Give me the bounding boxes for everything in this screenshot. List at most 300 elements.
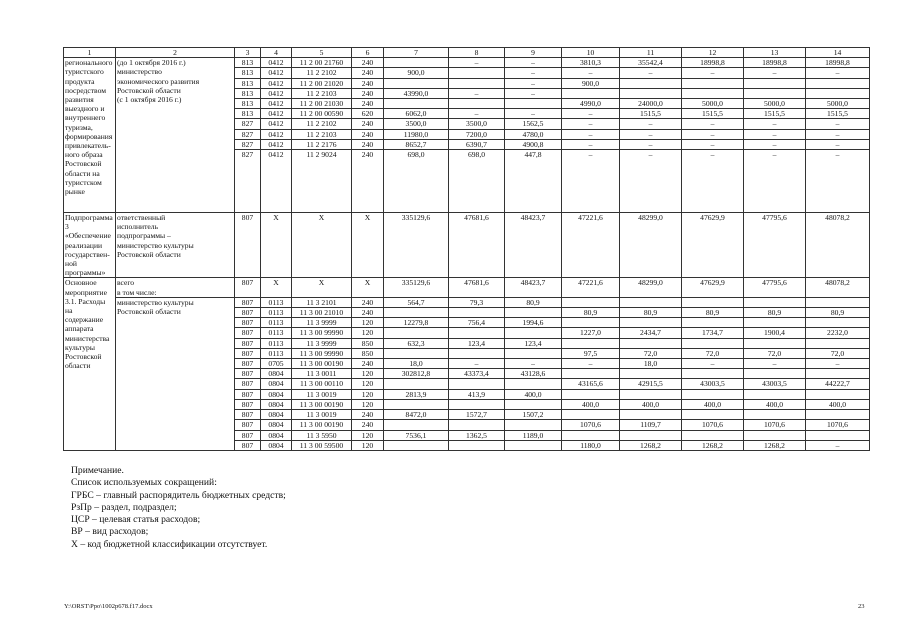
table-cell	[562, 410, 620, 420]
table-cell: 807	[235, 440, 261, 450]
table-cell	[744, 430, 806, 440]
table-cell	[682, 430, 744, 440]
table-cell: 18,0	[620, 359, 682, 369]
table-cell: 120	[352, 369, 384, 379]
table-cell: 11 2 2102	[292, 68, 352, 78]
table-cell: 0412	[261, 78, 292, 88]
table-cell: 47681,6	[449, 213, 505, 278]
table-cell: 400,0	[620, 399, 682, 409]
table-cell: 11 3 00 00110	[292, 379, 352, 389]
table-cell: 11 3 0011	[292, 369, 352, 379]
table-cell: 813	[235, 58, 261, 68]
table-cell: 1268,2	[744, 440, 806, 450]
column-header: 2	[116, 48, 235, 58]
table-cell	[744, 318, 806, 328]
table-cell: 5000,0	[744, 99, 806, 109]
table-cell: 6062,0	[384, 109, 449, 119]
table-cell	[449, 328, 505, 338]
table-cell: 827	[235, 139, 261, 149]
table-cell: 48078,2	[806, 278, 870, 297]
table-cell: 4900,8	[505, 139, 562, 149]
table-cell: 400,0	[562, 399, 620, 409]
table-cell: –	[449, 58, 505, 68]
table-cell	[620, 297, 682, 307]
table-cell: 7200,0	[449, 129, 505, 139]
table-cell	[620, 389, 682, 399]
table-cell	[744, 369, 806, 379]
table-cell: 0804	[261, 420, 292, 430]
table-cell	[384, 348, 449, 358]
column-header: 7	[384, 48, 449, 58]
table-cell: 1507,2	[505, 410, 562, 420]
table-cell: 11 3 00 00190	[292, 359, 352, 369]
table-cell: 97,5	[562, 348, 620, 358]
table-cell: –	[806, 119, 870, 129]
table-cell	[806, 430, 870, 440]
table-cell: 807	[235, 318, 261, 328]
table-cell: 11 3 00 00190	[292, 420, 352, 430]
footer-page-number: 23	[858, 603, 865, 610]
table-cell: –	[682, 119, 744, 129]
table-cell: 413,9	[449, 389, 505, 399]
table-cell: 1070,6	[806, 420, 870, 430]
table-cell: 0412	[261, 99, 292, 109]
table-cell: 0113	[261, 297, 292, 307]
table-cell	[806, 410, 870, 420]
table-cell: 240	[352, 308, 384, 318]
table-cell: 24000,0	[620, 99, 682, 109]
table-cell: 400,0	[744, 399, 806, 409]
column-header: 8	[449, 48, 505, 58]
table-cell: 1562,5	[505, 119, 562, 129]
table-cell: 18998,8	[682, 58, 744, 68]
table-cell: 0804	[261, 389, 292, 399]
table-cell	[806, 78, 870, 88]
table-cell: –	[562, 68, 620, 78]
table-cell: –	[505, 78, 562, 88]
table-cell	[562, 318, 620, 328]
budget-table	[63, 47, 870, 451]
table-cell	[449, 68, 505, 78]
table-cell	[620, 88, 682, 98]
table-cell	[449, 440, 505, 450]
table-cell: 11 2 2103	[292, 88, 352, 98]
table-cell: 400,0	[682, 399, 744, 409]
table-cell: –	[744, 359, 806, 369]
table-cell: 2813,9	[384, 389, 449, 399]
table-cell: Х	[261, 213, 292, 278]
table-cell: 123,4	[449, 338, 505, 348]
table-cell: 900,0	[384, 68, 449, 78]
table-cell	[682, 410, 744, 420]
table-cell: 43165,6	[562, 379, 620, 389]
table-cell: 1268,2	[682, 440, 744, 450]
table-cell: 123,4	[505, 338, 562, 348]
table-cell: 120	[352, 328, 384, 338]
table-cell	[384, 78, 449, 88]
table-cell	[620, 410, 682, 420]
table-cell: 850	[352, 348, 384, 358]
table-cell	[562, 389, 620, 399]
table-cell: 11 3 00 59500	[292, 440, 352, 450]
table-cell	[806, 88, 870, 98]
column-header: 1	[64, 48, 116, 58]
table-cell: 240	[352, 129, 384, 139]
table-cell: 11 2 00 21030	[292, 99, 352, 109]
column-header: 11	[620, 48, 682, 58]
table-cell: 1515,5	[744, 109, 806, 119]
table-cell	[806, 318, 870, 328]
table-cell	[744, 410, 806, 420]
table-cell: 813	[235, 109, 261, 119]
table-cell: Х	[292, 213, 352, 278]
table-cell: –	[505, 88, 562, 98]
table-cell: 850	[352, 338, 384, 348]
table-cell	[449, 99, 505, 109]
table-cell: 807	[235, 410, 261, 420]
table-cell: 48423,7	[505, 213, 562, 278]
table-cell: –	[620, 129, 682, 139]
table-cell: –	[562, 119, 620, 129]
table-cell: 72,0	[682, 348, 744, 358]
table-cell	[620, 338, 682, 348]
table-cell: 0113	[261, 338, 292, 348]
grbs-cell: ответственный исполнитель подпрограммы – министерство культуры Ростовской области	[116, 213, 235, 278]
table-cell: 0412	[261, 150, 292, 213]
note-line: Х – код бюджетной классификации отсутствует.	[71, 538, 268, 550]
table-cell	[505, 328, 562, 338]
table-cell: 240	[352, 420, 384, 430]
table-cell: 18,0	[384, 359, 449, 369]
table-cell: 240	[352, 58, 384, 68]
table-cell: 827	[235, 150, 261, 213]
table-cell: 47795,6	[744, 213, 806, 278]
table-cell: 0412	[261, 68, 292, 78]
main-activity-name-cell: Основное мероприятие 3.1. Расходы на содержание аппарата министерства культуры Ростовской области	[64, 278, 116, 450]
table-cell: 1227,0	[562, 328, 620, 338]
table-cell: 1362,5	[449, 430, 505, 440]
table-cell: 80,9	[682, 308, 744, 318]
table-cell	[620, 369, 682, 379]
table-cell: 79,3	[449, 297, 505, 307]
table-cell: 11 3 5950	[292, 430, 352, 440]
table-cell: 335129,6	[384, 278, 449, 297]
table-cell: 698,0	[384, 150, 449, 213]
table-cell	[384, 308, 449, 318]
table-cell	[682, 369, 744, 379]
table-cell: –	[505, 109, 562, 119]
table-cell: Х	[352, 213, 384, 278]
table-cell: 11 2 2176	[292, 139, 352, 149]
table-cell: 3500,0	[384, 119, 449, 129]
table-cell: 240	[352, 410, 384, 420]
table-cell: –	[620, 119, 682, 129]
note-line: Список используемых сокращений:	[71, 477, 217, 489]
table-cell	[384, 328, 449, 338]
table-cell: 756,4	[449, 318, 505, 328]
table-cell: 48078,2	[806, 213, 870, 278]
program-name-cell: регионального туристского продукта посредством развития выездного и внутреннего туризма, формирования привлекатель- ного образа Ростовской области на туристском рынке	[64, 58, 116, 213]
notes-block	[71, 465, 286, 551]
grbs-cell: (до 1 октября 2016 г.) министерство экономического развития Ростовской области (с 1 октября 2016 г.)	[116, 58, 235, 213]
table-cell: 240	[352, 359, 384, 369]
grbs-total-cell: всего в том числе:	[116, 278, 235, 297]
table-cell	[806, 369, 870, 379]
table-cell: 0113	[261, 318, 292, 328]
table-cell: 11 3 00 00190	[292, 399, 352, 409]
table-cell: 827	[235, 119, 261, 129]
table-cell	[744, 297, 806, 307]
table-cell: –	[806, 139, 870, 149]
table-cell: –	[449, 88, 505, 98]
table-cell: –	[744, 119, 806, 129]
table-cell: 35542,4	[620, 58, 682, 68]
table-cell: 632,3	[384, 338, 449, 348]
table-cell: 1189,0	[505, 430, 562, 440]
table-cell: 1900,4	[744, 328, 806, 338]
table-cell: 3500,0	[449, 119, 505, 129]
table-cell: 240	[352, 68, 384, 78]
table-cell	[505, 379, 562, 389]
table-cell: 80,9	[562, 308, 620, 318]
table-cell: 807	[235, 278, 261, 297]
table-cell: 807	[235, 359, 261, 369]
table-cell: 1734,7	[682, 328, 744, 338]
table-cell: 1268,2	[620, 440, 682, 450]
table-cell: 11 3 00 21010	[292, 308, 352, 318]
table-cell: –	[806, 68, 870, 78]
table-row	[64, 58, 870, 68]
table-cell: 11 3 9999	[292, 338, 352, 348]
table-cell: 900,0	[562, 78, 620, 88]
table-cell: 5000,0	[806, 99, 870, 109]
table-cell: 2232,0	[806, 328, 870, 338]
grbs-cell: министерство культуры Ростовской области	[116, 297, 235, 450]
table-cell	[449, 420, 505, 430]
column-header: 14	[806, 48, 870, 58]
table-cell: Х	[352, 278, 384, 297]
table-cell: 698,0	[449, 150, 505, 213]
table-cell: 11 3 0019	[292, 410, 352, 420]
table-cell: 80,9	[806, 308, 870, 318]
table-cell: 48299,0	[620, 278, 682, 297]
table-cell: 400,0	[505, 389, 562, 399]
table-cell: 120	[352, 440, 384, 450]
table-cell	[562, 338, 620, 348]
table-cell: 4780,0	[505, 129, 562, 139]
table-cell: 11980,0	[384, 129, 449, 139]
table-cell	[682, 78, 744, 88]
table-cell	[505, 420, 562, 430]
table-cell: 0412	[261, 109, 292, 119]
table-cell	[682, 338, 744, 348]
table-cell	[449, 399, 505, 409]
table-cell: 0113	[261, 328, 292, 338]
table-cell: 0804	[261, 430, 292, 440]
table-cell: 43003,5	[682, 379, 744, 389]
table-cell: 620	[352, 109, 384, 119]
table-cell: 1572,7	[449, 410, 505, 420]
table-cell: –	[806, 129, 870, 139]
column-header: 9	[505, 48, 562, 58]
table-cell: 18998,8	[806, 58, 870, 68]
table-cell	[682, 318, 744, 328]
table-cell	[744, 88, 806, 98]
table-cell: 47221,6	[562, 278, 620, 297]
table-cell	[744, 78, 806, 88]
table-cell: 807	[235, 328, 261, 338]
table-cell: –	[744, 139, 806, 149]
table-cell: 240	[352, 88, 384, 98]
table-cell: 72,0	[620, 348, 682, 358]
table-cell: 11 2 9024	[292, 150, 352, 213]
table-cell: 807	[235, 297, 261, 307]
table-cell	[384, 58, 449, 68]
table-cell	[449, 308, 505, 318]
table-cell: 11 2 2103	[292, 129, 352, 139]
table-cell: 564,7	[384, 297, 449, 307]
table-cell	[505, 348, 562, 358]
table-cell: 72,0	[744, 348, 806, 358]
table-cell: 807	[235, 430, 261, 440]
table-cell: –	[505, 68, 562, 78]
note-line: ЦСР – целевая статья расходов;	[71, 514, 201, 526]
table-cell: –	[682, 129, 744, 139]
note-line: РзПр – раздел, подраздел;	[71, 501, 177, 513]
table-cell: 80,9	[744, 308, 806, 318]
table-cell	[384, 399, 449, 409]
table-cell: 48423,7	[505, 278, 562, 297]
table-cell: 1070,6	[744, 420, 806, 430]
table-cell	[562, 297, 620, 307]
table-cell: 43373,4	[449, 369, 505, 379]
table-cell: –	[744, 129, 806, 139]
footer-file-path: Y:\ORST\Ppo\1002p678.f17.docx	[64, 603, 153, 610]
table-cell: 4990,0	[562, 99, 620, 109]
table-cell	[620, 318, 682, 328]
table-cell: –	[620, 150, 682, 213]
table-cell: 48299,0	[620, 213, 682, 278]
table-cell: 240	[352, 139, 384, 149]
table-cell: 240	[352, 119, 384, 129]
table-cell: 120	[352, 430, 384, 440]
table-cell: 807	[235, 420, 261, 430]
table-cell: 3810,3	[562, 58, 620, 68]
table-cell: 0412	[261, 139, 292, 149]
table-cell: 0412	[261, 119, 292, 129]
table-cell: 0804	[261, 369, 292, 379]
table-cell: –	[620, 68, 682, 78]
table-cell: 43003,5	[744, 379, 806, 389]
table-cell: 11 3 9999	[292, 318, 352, 328]
table-cell	[449, 348, 505, 358]
table-cell: 120	[352, 318, 384, 328]
table-cell: 400,0	[806, 399, 870, 409]
table-cell	[806, 389, 870, 399]
table-cell: –	[682, 68, 744, 78]
column-header: 4	[261, 48, 292, 58]
table-cell: 1070,6	[562, 420, 620, 430]
table-cell: 240	[352, 150, 384, 213]
table-cell: 0705	[261, 359, 292, 369]
table-cell: 11 3 00 99990	[292, 328, 352, 338]
table-cell: 11 2 00 00590	[292, 109, 352, 119]
table-cell: 1515,5	[620, 109, 682, 119]
table-cell	[449, 78, 505, 88]
table-cell: –	[562, 359, 620, 369]
table-cell	[682, 297, 744, 307]
table-cell: 11 3 00 99990	[292, 348, 352, 358]
table-row	[64, 278, 870, 297]
table-cell	[682, 88, 744, 98]
table-cell	[562, 369, 620, 379]
note-line: ГРБС – главный распорядитель бюджетных средств;	[71, 489, 286, 501]
table-cell: –	[562, 109, 620, 119]
table-cell: 120	[352, 399, 384, 409]
column-header: 5	[292, 48, 352, 58]
table-cell: 240	[352, 78, 384, 88]
table-cell: 807	[235, 399, 261, 409]
table-cell: –	[806, 359, 870, 369]
table-cell: 11 3 0019	[292, 389, 352, 399]
table-cell: –	[744, 68, 806, 78]
table-header-row	[64, 48, 870, 58]
table-cell: –	[806, 150, 870, 213]
table-cell: 120	[352, 389, 384, 399]
table-cell	[384, 379, 449, 389]
note-line: ВР – вид расходов;	[71, 526, 149, 538]
table-cell: 1109,7	[620, 420, 682, 430]
table-cell: –	[449, 109, 505, 119]
table-cell: 0412	[261, 58, 292, 68]
table-cell: 8652,7	[384, 139, 449, 149]
table-cell: 8472,0	[384, 410, 449, 420]
column-header: 10	[562, 48, 620, 58]
column-header: 3	[235, 48, 261, 58]
table-cell: –	[505, 359, 562, 369]
table-cell: 47629,9	[682, 278, 744, 297]
table-cell	[744, 389, 806, 399]
table-cell: –	[562, 129, 620, 139]
table-cell: 447,8	[505, 150, 562, 213]
table-cell	[806, 297, 870, 307]
table-cell: 0113	[261, 308, 292, 318]
table-cell: 44222,7	[806, 379, 870, 389]
table-cell: –	[505, 58, 562, 68]
table-cell: 807	[235, 348, 261, 358]
subprogram-name-cell: Подпрограмма 3 «Обеспечение реализации государствен- ной программы»	[64, 213, 116, 278]
table-cell: –	[449, 359, 505, 369]
table-cell: 47681,6	[449, 278, 505, 297]
table-cell: 0113	[261, 348, 292, 358]
table-cell: Х	[292, 278, 352, 297]
table-cell	[384, 420, 449, 430]
table-cell	[562, 430, 620, 440]
table-cell	[505, 99, 562, 109]
table-cell: 1994,6	[505, 318, 562, 328]
table-cell: 813	[235, 99, 261, 109]
table-cell: –	[682, 150, 744, 213]
table-cell: 1180,0	[562, 440, 620, 450]
column-header: 6	[352, 48, 384, 58]
table-cell: –	[682, 139, 744, 149]
table-cell	[449, 379, 505, 389]
table-cell	[806, 338, 870, 348]
table-cell: 7536,1	[384, 430, 449, 440]
table-cell: 0412	[261, 88, 292, 98]
table-cell: 240	[352, 99, 384, 109]
column-header: 13	[744, 48, 806, 58]
